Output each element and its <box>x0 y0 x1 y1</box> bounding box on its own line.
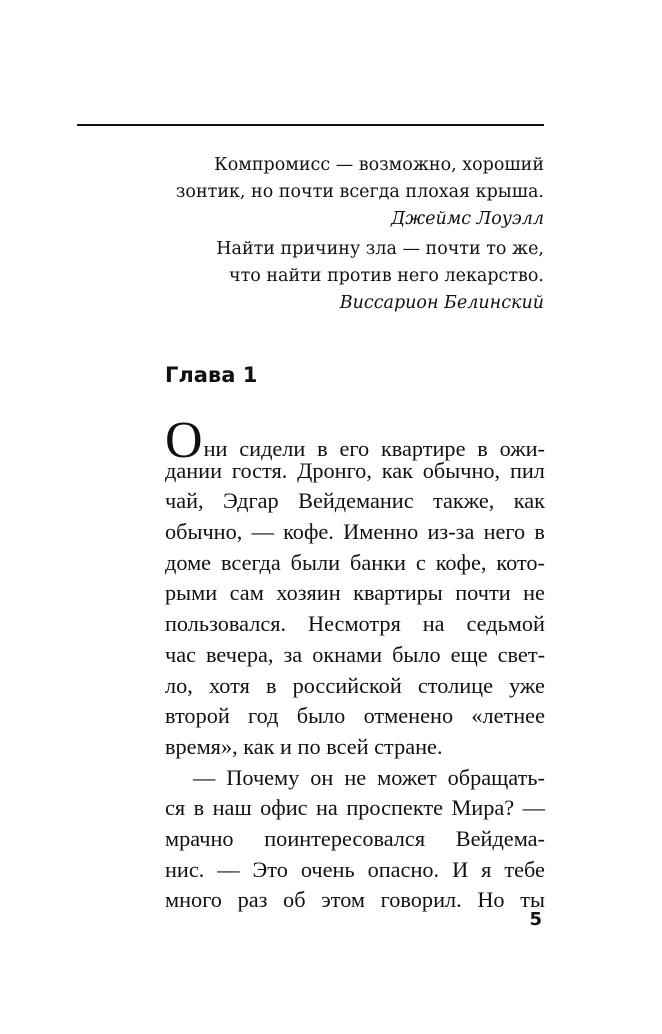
word: нис. <box>165 856 205 882</box>
word: как <box>513 488 545 514</box>
word: ся <box>165 795 186 821</box>
word: офис <box>260 795 308 821</box>
word: проспекте <box>346 795 444 821</box>
word: кото- <box>496 549 545 575</box>
word: Несмотря <box>308 611 401 637</box>
epigraph-line: что найти против него лекарство. <box>229 266 544 286</box>
text-line <box>165 793 545 824</box>
word: пользовался. <box>165 611 287 637</box>
word: его <box>339 436 370 461</box>
word: ожи- <box>499 436 545 461</box>
text-line: время», как и по всей стране. <box>165 733 443 759</box>
word: второй <box>165 703 230 729</box>
text-line <box>165 824 545 855</box>
word: Вейдеманис <box>298 488 414 514</box>
text-line <box>165 412 545 469</box>
epigraph-author: Джеймс Лоуэлл <box>391 209 544 229</box>
text-line <box>165 885 545 916</box>
word: очень <box>300 856 355 882</box>
text-line <box>165 671 545 702</box>
page-number: 5 <box>529 909 542 930</box>
text-line <box>165 609 545 640</box>
word: седьмой <box>466 611 545 637</box>
word: этом <box>321 887 366 913</box>
word: Дронго, <box>297 457 372 483</box>
text-line <box>165 701 545 732</box>
word: «летнее <box>471 703 545 729</box>
body-text <box>165 412 545 916</box>
word: в <box>477 436 488 461</box>
word: поинтересовался <box>264 825 426 851</box>
epigraph <box>164 152 544 233</box>
word: Мира? <box>451 795 515 821</box>
word: квартире <box>380 436 466 461</box>
epigraph-author: Виссарион Белинский <box>339 293 544 313</box>
word: год <box>248 703 279 729</box>
text-line <box>165 486 545 517</box>
word: дании <box>165 457 223 483</box>
word: в <box>317 436 328 461</box>
word: об <box>283 887 306 913</box>
word: Вейдема- <box>455 825 545 851</box>
word: сидели <box>239 436 306 461</box>
epigraph-line: Компромисс — возможно, хороший <box>214 155 544 175</box>
word: него <box>483 519 526 545</box>
word: отменено <box>363 703 454 729</box>
word: за <box>283 641 303 667</box>
word: мрачно <box>165 825 234 851</box>
word: Эдгар <box>223 488 279 514</box>
word: кофе. <box>283 519 334 545</box>
text-line <box>165 578 545 609</box>
word: кофе, <box>435 549 487 575</box>
word: вечера, <box>206 641 274 667</box>
word: на <box>316 795 338 821</box>
word: не <box>523 580 545 606</box>
word: с <box>415 549 426 575</box>
chapter-title: Глава 1 <box>165 363 258 387</box>
word: еще <box>450 641 488 667</box>
word: пил <box>509 457 545 483</box>
word: почти <box>455 580 511 606</box>
word: ты <box>520 887 545 913</box>
word: как <box>381 457 413 483</box>
word: говорил. <box>380 887 462 913</box>
word: в <box>265 672 277 698</box>
word: час <box>165 641 197 667</box>
word: Они <box>165 412 228 469</box>
word: Но <box>477 887 505 913</box>
word: сам <box>229 580 264 606</box>
word: обычно, <box>165 519 243 545</box>
text-line <box>165 855 545 886</box>
word: наш <box>212 795 252 821</box>
word: рыми <box>165 580 218 606</box>
word: из-за <box>427 519 475 545</box>
word: было <box>296 703 346 729</box>
word: российской <box>292 672 402 698</box>
word: много <box>165 887 222 913</box>
word: Это <box>252 856 288 882</box>
word: в <box>193 795 205 821</box>
epigraph-line: Найти причину зла — почти то же, <box>216 239 544 259</box>
word: доме <box>165 549 212 575</box>
word: И <box>452 856 469 882</box>
word: банки <box>349 549 406 575</box>
text-line <box>165 548 545 579</box>
word: хотя <box>208 672 250 698</box>
word: ло, <box>165 672 193 698</box>
text-line <box>165 763 545 794</box>
word: чай, <box>165 488 204 514</box>
word: обращать- <box>447 764 545 790</box>
word: окнами <box>312 641 383 667</box>
word: Почему <box>226 764 300 790</box>
drop-cap: О <box>165 412 203 469</box>
word: опасно. <box>367 856 440 882</box>
epigraph-line: зонтик, но почти всегда плохая крыша. <box>175 182 544 202</box>
word: тебе <box>504 856 545 882</box>
word: раз <box>237 887 268 913</box>
word: я <box>481 856 492 882</box>
word: — <box>217 856 240 882</box>
word: квартиры <box>353 580 443 606</box>
word: также, <box>433 488 495 514</box>
word: на <box>422 611 445 637</box>
word: — <box>522 795 545 821</box>
word: Именно <box>343 519 419 545</box>
word: обычно, <box>422 457 501 483</box>
word: уже <box>509 672 545 698</box>
text-line <box>165 640 545 671</box>
word: было <box>392 641 441 667</box>
word: не <box>344 764 367 790</box>
top-rule <box>77 124 544 126</box>
text-line <box>165 517 545 548</box>
word: были <box>290 549 341 575</box>
word: всегда <box>221 549 281 575</box>
word: он <box>310 764 334 790</box>
word: хозяин <box>276 580 341 606</box>
epigraph <box>164 236 544 317</box>
word: столице <box>417 672 493 698</box>
word: может <box>377 764 437 790</box>
word: свет- <box>497 641 545 667</box>
word: — <box>193 764 216 790</box>
word: гостя. <box>231 457 288 483</box>
word: в <box>534 519 545 545</box>
word: — <box>251 519 274 545</box>
